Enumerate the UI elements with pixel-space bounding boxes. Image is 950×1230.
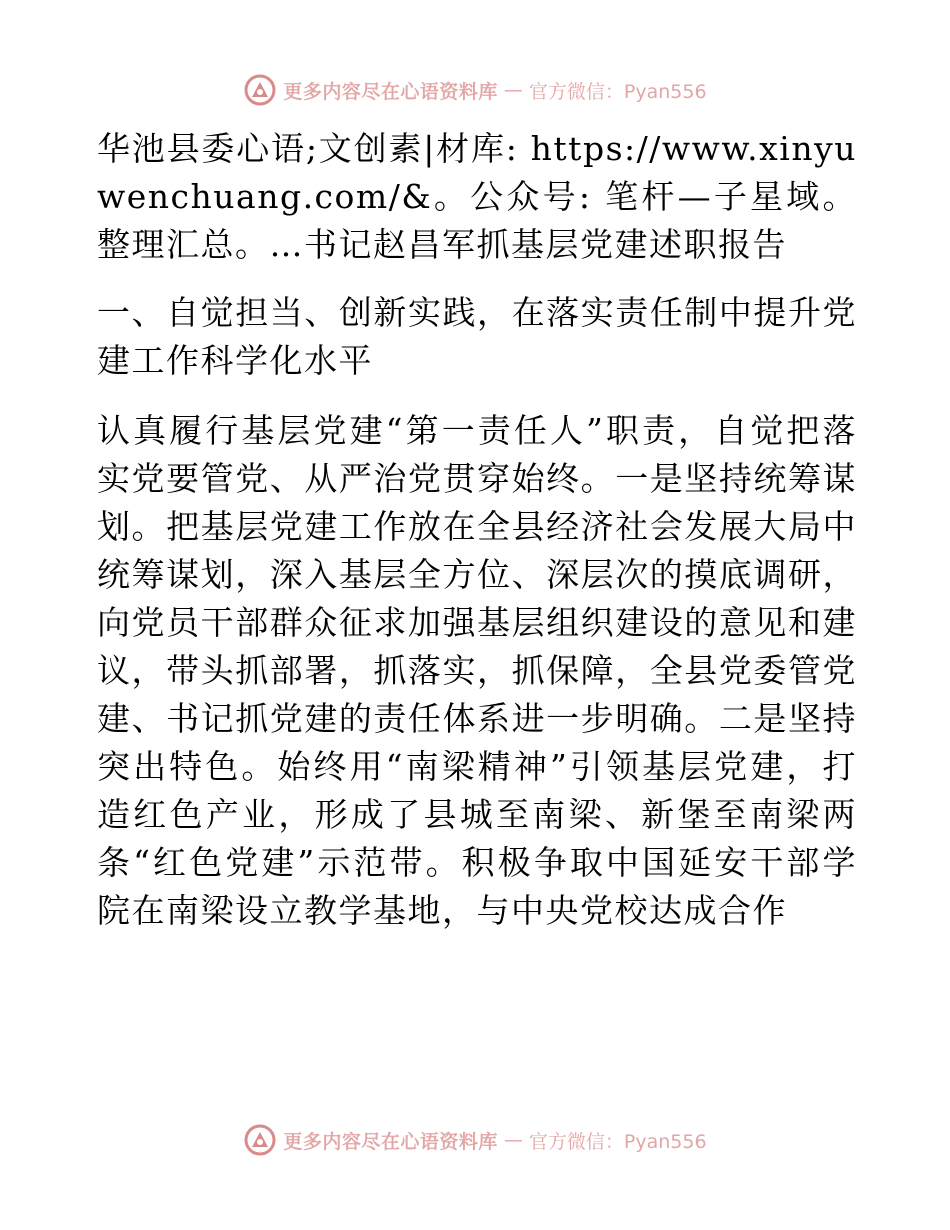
document-body [97, 125, 857, 935]
brand-logo-icon [243, 73, 277, 107]
banner-separator: — [503, 79, 523, 101]
section-heading: 一、自觉担当、创新实践，在落实责任制中提升党建工作科学化水平 [97, 293, 857, 380]
title-paragraph: 华池县委心语;文创素|材库: https://www.xinyuwenchuang.com/&。公众号: 笔杆—子星域。整理汇总。…书记赵昌军抓基层党建述职报告 [97, 129, 857, 264]
banner-contact: 官方微信：Pyan556 [528, 80, 707, 103]
header-banner [0, 70, 950, 110]
brand-logo-icon [243, 1123, 277, 1157]
banner-text: 更多内容尽在心语资料库 [283, 80, 498, 103]
body-paragraph: 认真履行基层党建“第一责任人”职责，自觉把落实党要管党、从严治党贯穿始终。一是坚持统筹谋划。把基层党建工作放在全县经济社会发展大局中统筹谋划，深入基层全方位、深层次的摸底调研，向党员干部群众征求加强基层组织建设的意见和建议，带头抓部署，抓落实，抓保障，全县党委管党建、书记抓党建的责任体系进一步明确。二是坚持突出特色。始终用“南梁精神”引领基层党建，打造红色产业，形成了县城至南梁、新堡至南梁两条“红色党建”示范带。积极争取中国延安干部学院在南梁设立教学基地，与中央党校达成合作 [97, 411, 857, 930]
banner-contact: 官方微信：Pyan556 [528, 1130, 707, 1153]
footer-banner [0, 1120, 950, 1160]
banner-text: 更多内容尽在心语资料库 [283, 1130, 498, 1153]
banner-separator: — [503, 1129, 523, 1151]
